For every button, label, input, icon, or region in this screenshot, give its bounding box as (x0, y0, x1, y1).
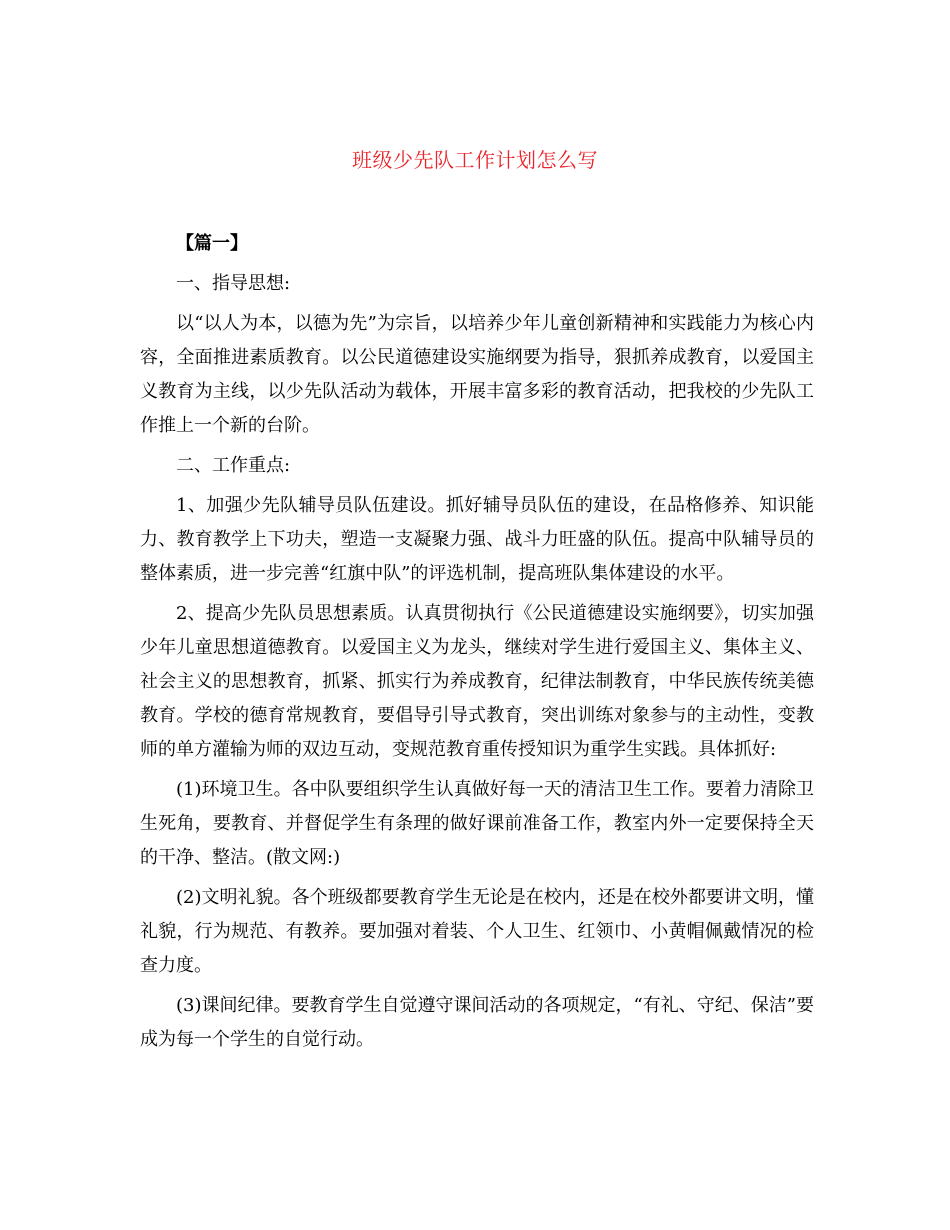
paragraph-point-2: 2、提高少先队员思想素质。认真贯彻执行《公民道德建设实施纲要》，切实加强少年儿童思想道德教育。以爱国主义为龙头，继续对学生进行爱国主义、集体主义、社会主义的思想教育，抓紧、抓实行为养成教育，纪律法制教育，中华民族传统美德教育。学校的德育常规教育，要倡导引导式教育，突出训练对象参与的主动性，变教师的单方灌输为师的双边互动，变规范教育重传授知识为重学生实践。具体抓好: (140, 603, 814, 760)
heading-work-focus: 二、工作重点: (176, 455, 291, 476)
paragraph-point-1: 1、加强少先队辅导员队伍建设。抓好辅导员队伍的建设，在品格修养、知识能力、教育教学上下功夫，塑造一支凝聚力强、战斗力旺盛的队伍。提高中队辅导员的整体素质，进一步完善“红旗中队”的评选机制，提高班队集体建设的水平。 (140, 495, 814, 584)
paragraph-guiding-ideology: 以“以人为本，以德为先”为宗旨，以培养少年儿童创新精神和实践能力为核心内容，全面推进素质教育。以公民道德建设实施纲要为指导，狠抓养成教育，以爱国主义教育为主线，以少先队活动为载体，开展丰富多彩的教育活动，把我校的少先队工作推上一个新的台阶。 (140, 313, 814, 436)
paragraph-item-discipline: (3)课间纪律。要教育学生自觉遵守课间活动的各项规定，“有礼、守纪、保洁”要成为每一个学生的自觉行动。 (140, 995, 814, 1050)
paragraph-item-courtesy: (2)文明礼貌。各个班级都要教育学生无论是在校内，还是在校外都要讲文明，懂礼貌，行为规范、有教养。要加强对着装、个人卫生、红领巾、小黄帽佩戴情况的检查力度。 (140, 887, 814, 976)
document-body (140, 227, 814, 1063)
section-label: 【篇一】 (176, 233, 248, 254)
document-title: 班级少先队工作计划怎么写 (352, 148, 598, 172)
paragraph-item-environment: (1)环境卫生。各中队要组织学生认真做好每一天的清洁卫生工作。要着力清除卫生死角，要教育、并督促学生有条理的做好课前准备工作，教室内外一定要保持全天的干净、整洁。(散文网:) (140, 779, 814, 868)
heading-guiding-ideology: 一、指导思想: (176, 273, 291, 294)
